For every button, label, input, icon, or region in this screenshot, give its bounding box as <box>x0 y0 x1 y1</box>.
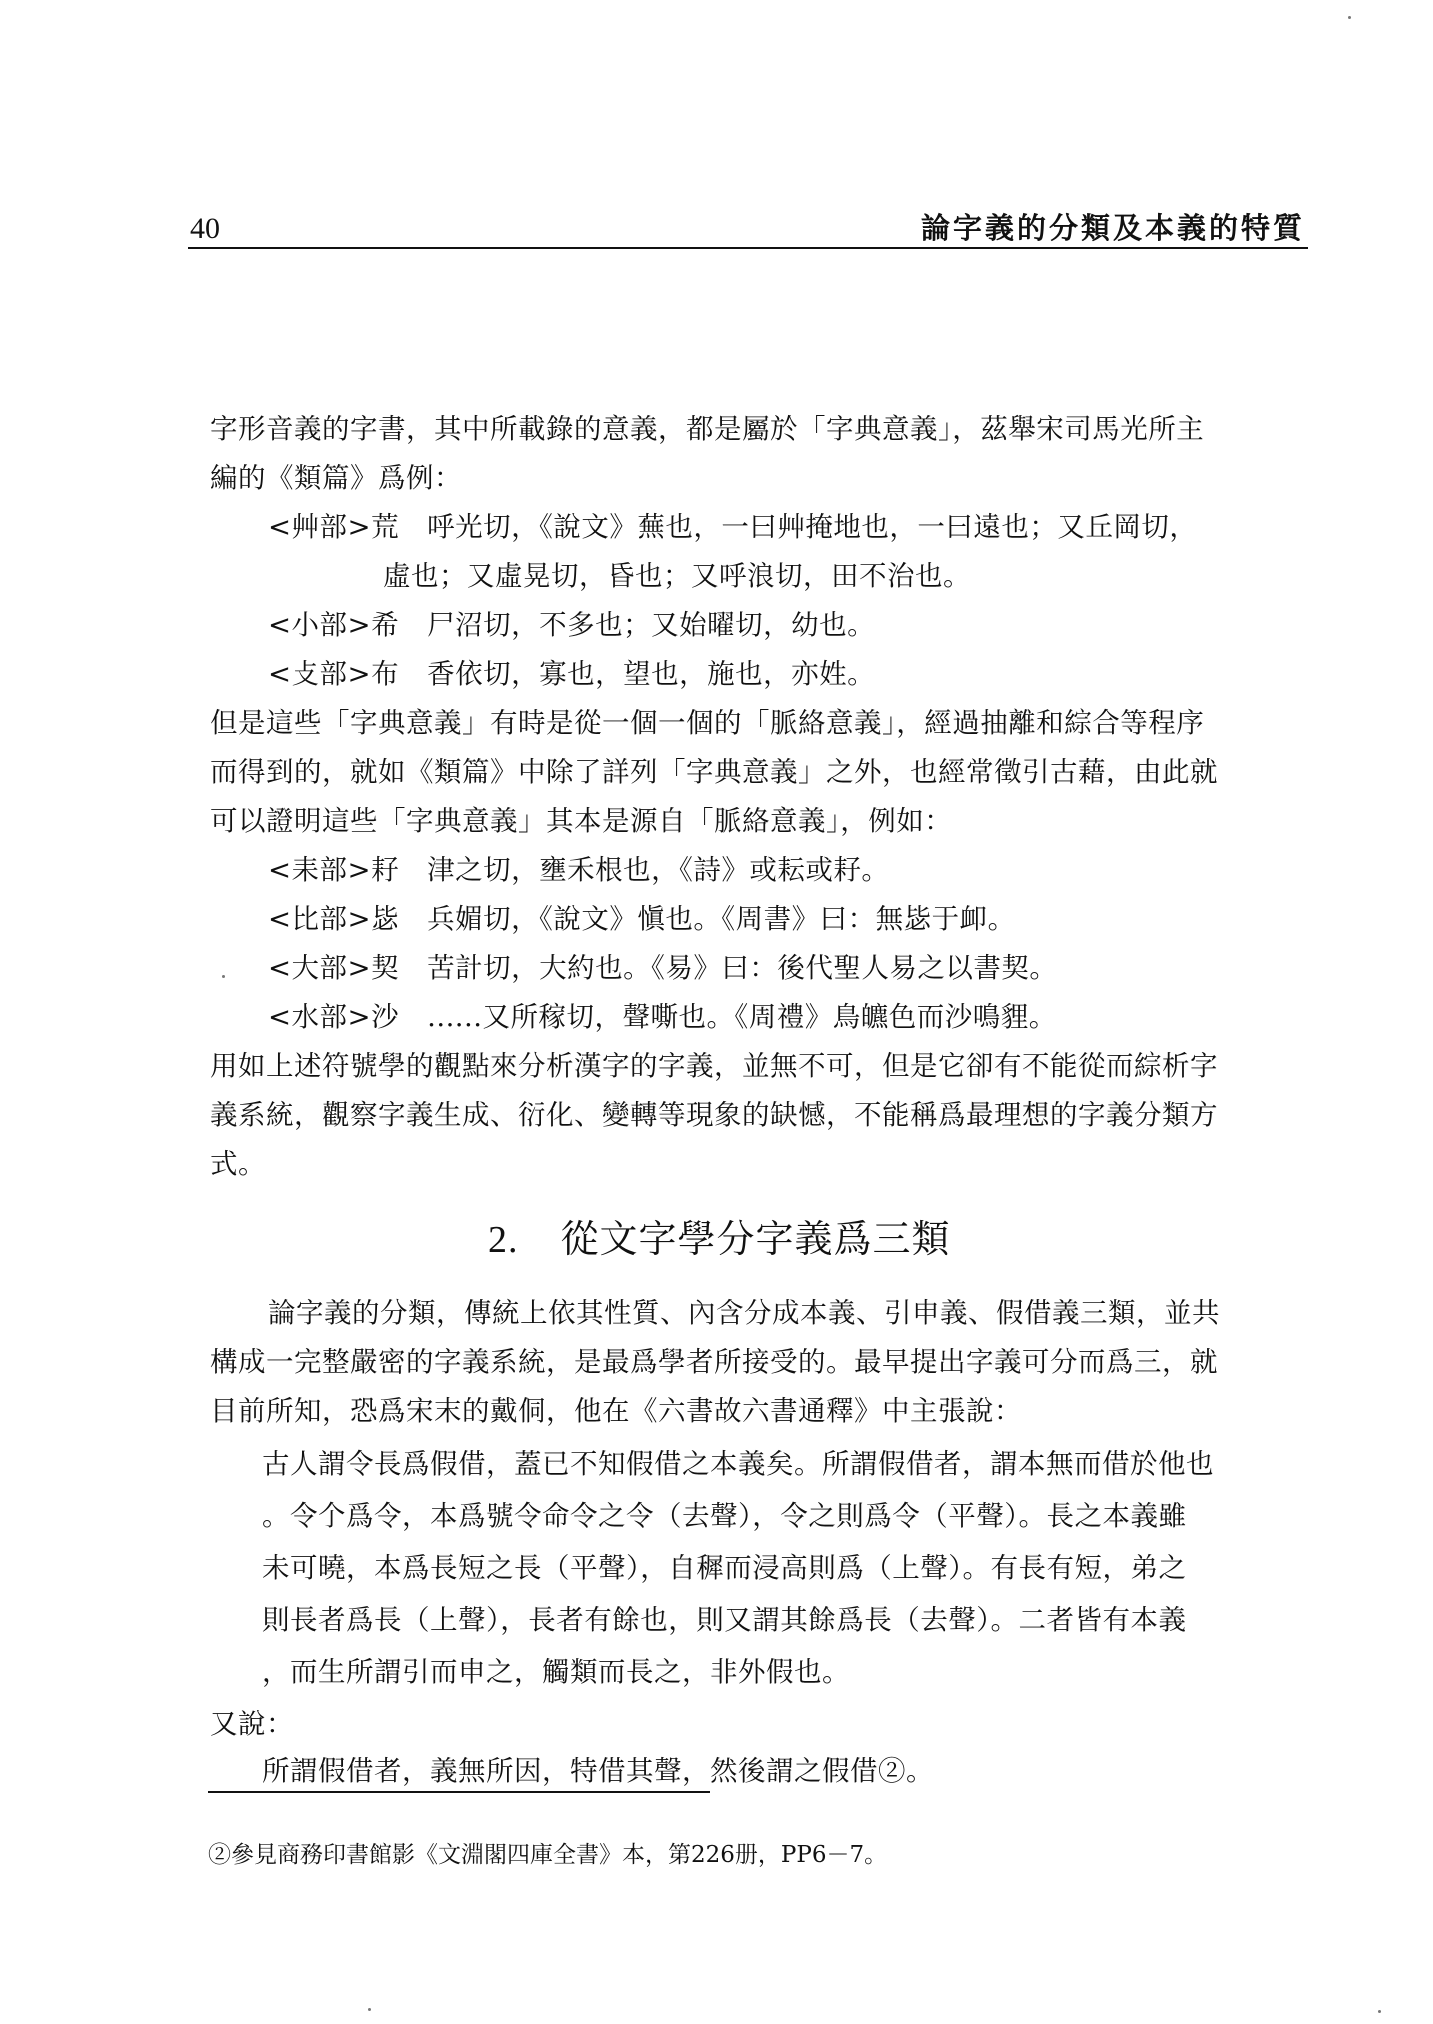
quote-line: ，而生所謂引而申之，觸類而長之，非外假也。 <box>262 1656 850 1688</box>
body-line: 而得到的，就如《類篇》中除了詳列「字典意義」之外，也經常徵引古藉，由此就 <box>210 756 1218 788</box>
quote-line: 所謂假借者，義無所因，特借其聲，然後謂之假借②。 <box>262 1755 934 1787</box>
entry-line: <耒部>耔 津之切，壅禾根也，《詩》或耘或耔。 <box>268 854 890 886</box>
footnote-rule <box>208 1791 710 1793</box>
quote-line: 則長者爲長（上聲），長者有餘也，則又謂其餘爲長（去聲）。二者皆有本義 <box>262 1604 1187 1636</box>
header-rule <box>188 247 1308 249</box>
entry-line: <艸部>荒 呼光切，《說文》蕪也，一曰艸掩地也，一曰遠也；又丘岡切， <box>268 511 1198 543</box>
entry-line: <比部>毖 兵媚切，《說文》愼也。《周書》曰：無毖于卹。 <box>268 903 1016 935</box>
entry-line: <水部>沙 ......又所稼切，聲嘶也。《周禮》鳥皫色而沙鳴貍。 <box>268 1001 1057 1033</box>
scan-speck <box>1348 16 1351 19</box>
body-line: 目前所知，恐爲宋末的戴侗，他在《六書故六書通釋》中主張說： <box>210 1395 1022 1427</box>
entry-line: <大部>契 苦計切，大約也。《易》曰：後代聖人易之以書契。 <box>268 952 1058 984</box>
body-line: 但是這些「字典意義」有時是從一個一個的「脈絡意義」，經過抽離和綜合等程序 <box>210 707 1205 739</box>
running-title: 論字義的分類及本義的特質 <box>920 211 1305 245</box>
body-line: 字形音義的字書，其中所載錄的意義，都是屬於「字典意義」，茲舉宋司馬光所主 <box>210 413 1205 445</box>
body-line: 又說： <box>210 1708 294 1740</box>
entry-line: 虛也；又虛晃切，昏也；又呼浪切，田不治也。 <box>383 560 971 592</box>
quote-line: 未可曉，本爲長短之長（平聲），自穉而浸高則爲（上聲）。有長有短，弟之 <box>262 1552 1187 1584</box>
body-line: 用如上述符號學的觀點來分析漢字的字義，並無不可，但是它卻有不能從而綜析字 <box>210 1050 1218 1082</box>
body-line: 式。 <box>210 1148 266 1180</box>
body-line: 可以證明這些「字典意義」其本是源自「脈絡意義」，例如： <box>210 805 953 837</box>
quote-line: 。令𠆤爲令，本爲號令命令之令（去聲），令之則爲令（平聲）。長之本義雖 <box>262 1500 1187 1532</box>
body-line: 編的《類篇》爲例： <box>210 462 462 494</box>
entry-line: <小部>希 尸沼切，不多也；又始曜切，幼也。 <box>268 609 876 641</box>
section-heading <box>488 1208 951 1263</box>
scan-speck <box>368 2008 371 2011</box>
section-title: 從文字學分字義爲三類 <box>560 1217 951 1261</box>
section-number: 2. <box>488 1219 519 1261</box>
quote-line: 古人謂令長爲假借，蓋已不知假借之本義矣。所謂假借者，謂本無而借於他也 <box>262 1448 1214 1480</box>
page-number: 40 <box>190 212 220 245</box>
scan-speck <box>1378 2010 1381 2013</box>
body-line: 構成一完整嚴密的字義系統，是最爲學者所接受的。最早提出字義可分而爲三，就 <box>210 1346 1218 1378</box>
footnote: ②參見商務印書館影《文淵閣四庫全書》本，第226册，PP6－7。 <box>208 1842 888 1868</box>
body-line: 論字義的分類，傳統上依其性質、內含分成本義、引申義、假借義三類，並共 <box>268 1297 1220 1329</box>
scan-speck <box>222 975 225 978</box>
entry-line: <攴部>布 香依切，寡也，望也，施也，亦姓。 <box>268 658 876 690</box>
body-line: 義系統，觀察字義生成、衍化、變轉等現象的缺憾，不能稱爲最理想的字義分類方 <box>210 1099 1218 1131</box>
